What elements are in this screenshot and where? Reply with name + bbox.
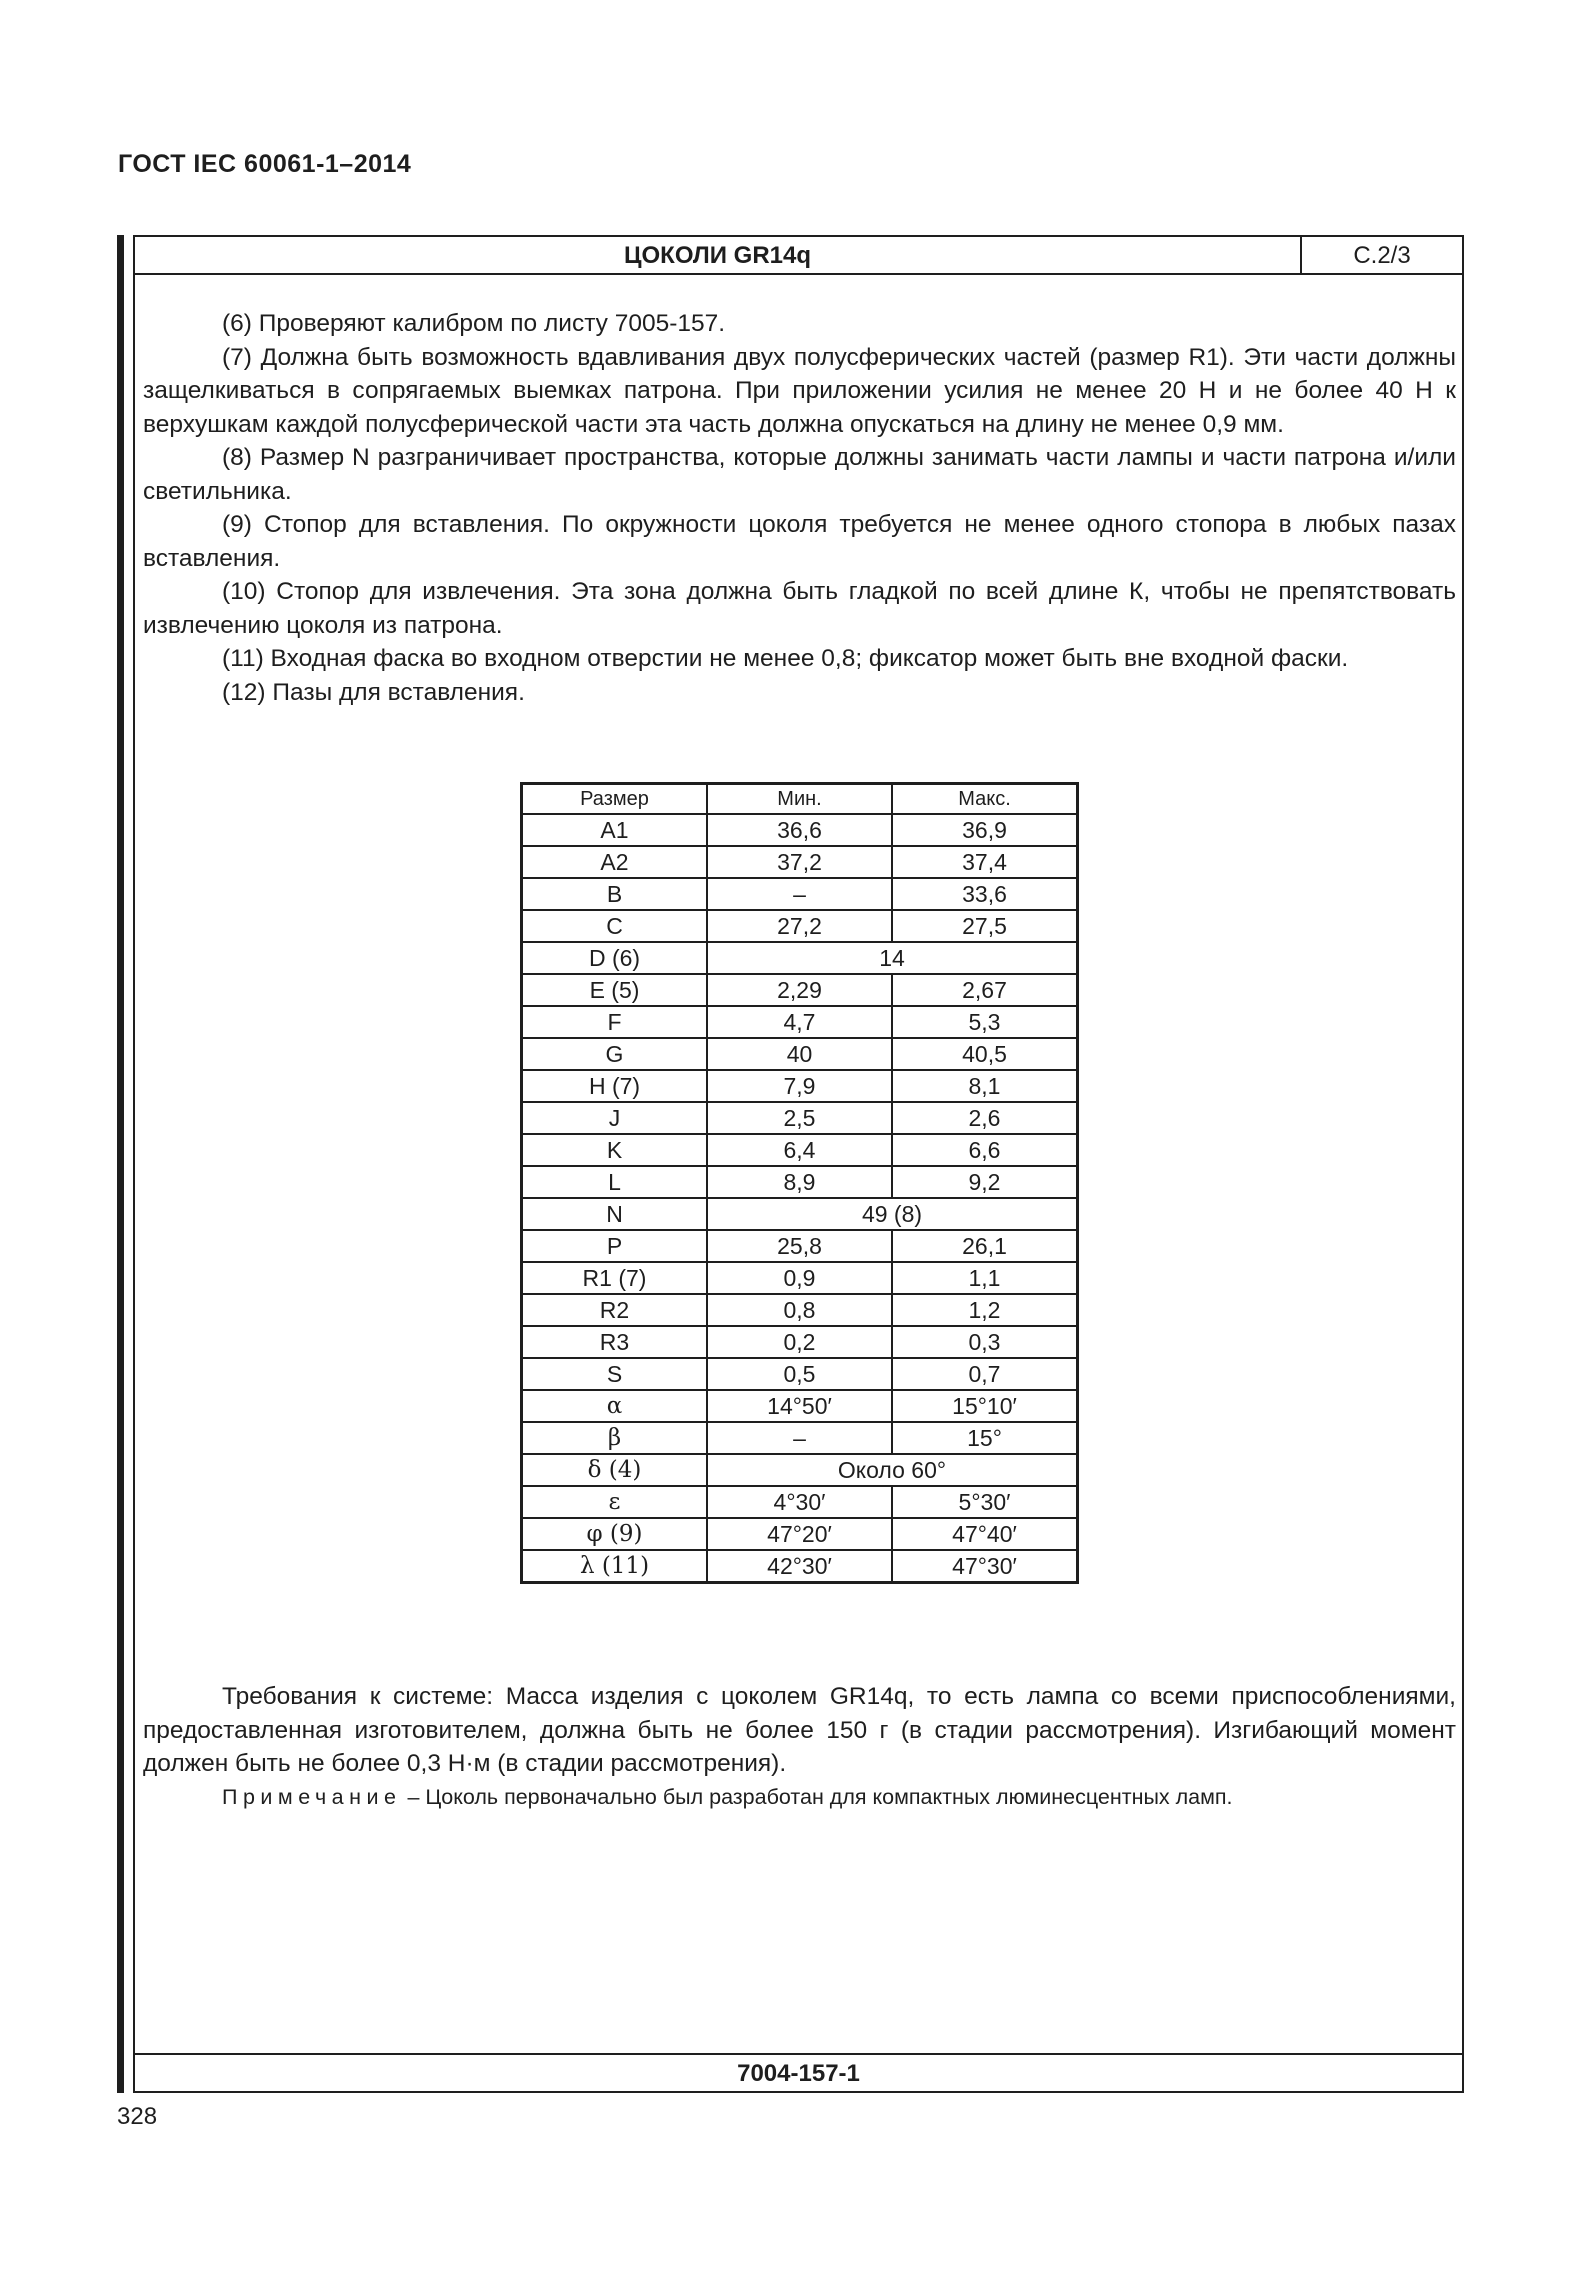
cell-min: 42°30′	[707, 1550, 892, 1583]
cell-dimension: D (6)	[522, 942, 708, 974]
margin-bar	[117, 235, 124, 2093]
cell-min: 2,5	[707, 1102, 892, 1134]
note-paragraph: (11) Входная фаска во входном отверстии не менее 0,8; фиксатор может быть вне входной фаски.	[222, 645, 1349, 672]
cell-dimension: B	[522, 878, 708, 910]
table-row	[522, 1198, 1078, 1230]
table-row	[522, 1422, 1078, 1454]
cell-max: 26,1	[892, 1230, 1078, 1262]
table-row	[522, 1486, 1078, 1518]
note-paragraph: (8) Размер N разграничивает пространства, которые должны занимать части лампы и части патрона и/или светильника.	[143, 444, 1456, 505]
cell-min: –	[707, 878, 892, 910]
cell-min: 4,7	[707, 1006, 892, 1038]
table-row	[522, 1454, 1078, 1486]
note-paragraph: (9) Стопор для вставления. По окружности цоколя требуется не менее одного стопора в любых пазах вставления.	[143, 511, 1456, 572]
cell-value-span: 49 (8)	[707, 1198, 1078, 1230]
cell-dimension: ε	[522, 1486, 708, 1518]
cell-min: 37,2	[707, 846, 892, 878]
table-row	[522, 1518, 1078, 1550]
table-row	[522, 1166, 1078, 1198]
cell-min: 0,9	[707, 1262, 892, 1294]
table-row	[522, 878, 1078, 910]
sheet-title: ЦОКОЛИ GR14q	[135, 237, 1302, 273]
system-requirements: Требования к системе: Масса изделия с цоколем GR14q, то есть лампа со всеми приспособлениями, предоставленная изготовителем, должна быть не более 150 г (в стадии рассмотрения). Изгибающий момент должен быть не более 0,3 Н·м (в стадии рассмотрения).	[143, 1683, 1456, 1777]
note-text: – Цоколь первоначально был разработан для компактных люминесцентных ламп.	[407, 1785, 1233, 1809]
cell-min: –	[707, 1422, 892, 1454]
note-paragraph: (10) Стопор для извлечения. Эта зона должна быть гладкой по всей длине К, чтобы не препятствовать извлечению цоколя из патрона.	[143, 578, 1456, 639]
cell-min: 8,9	[707, 1166, 892, 1198]
column-header-dimension: Размер	[522, 784, 708, 815]
cell-max: 2,6	[892, 1102, 1078, 1134]
note-paragraph: (7) Должна быть возможность вдавливания двух полусферических частей (размер R1). Эти части должны защелкиваться в сопрягаемых выемках патрона. При приложении усилия не менее 20 Н и не более 40 Н к верхушкам каждой полусферической части эта часть должна опускаться на длину не менее 0,9 мм.	[143, 343, 1456, 438]
dimensions-table	[520, 782, 1079, 1584]
cell-max: 47°40′	[892, 1518, 1078, 1550]
cell-max: 5,3	[892, 1006, 1078, 1038]
column-header-min: Мин.	[707, 784, 892, 815]
table-header-row	[522, 784, 1078, 815]
sheet-title-row	[135, 237, 1462, 275]
cell-max: 40,5	[892, 1038, 1078, 1070]
cell-dimension: F	[522, 1006, 708, 1038]
cell-dimension: α	[522, 1390, 708, 1422]
cell-min: 0,2	[707, 1326, 892, 1358]
cell-max: 47°30′	[892, 1550, 1078, 1583]
cell-dimension: φ (9)	[522, 1518, 708, 1550]
cell-min: 0,5	[707, 1358, 892, 1390]
table-row	[522, 1134, 1078, 1166]
cell-max: 2,67	[892, 974, 1078, 1006]
note-label: Примечание	[222, 1785, 402, 1809]
cell-dimension: A1	[522, 814, 708, 846]
cell-dimension: E (5)	[522, 974, 708, 1006]
page-number: 328	[117, 2103, 158, 2130]
table-row	[522, 942, 1078, 974]
table-row	[522, 814, 1078, 846]
sheet-frame	[133, 235, 1464, 2093]
footnote	[222, 1785, 1233, 1810]
table-row	[522, 1294, 1078, 1326]
cell-max: 6,6	[892, 1134, 1078, 1166]
table-row	[522, 910, 1078, 942]
cell-max: 9,2	[892, 1166, 1078, 1198]
table-row	[522, 974, 1078, 1006]
cell-max: 27,5	[892, 910, 1078, 942]
cell-dimension: β	[522, 1422, 708, 1454]
notes-section	[143, 307, 1456, 709]
cell-max: 36,9	[892, 814, 1078, 846]
cell-dimension: P	[522, 1230, 708, 1262]
cell-min: 7,9	[707, 1070, 892, 1102]
cell-max: 15°	[892, 1422, 1078, 1454]
cell-max: 0,3	[892, 1326, 1078, 1358]
column-header-max: Макс.	[892, 784, 1078, 815]
cell-min: 25,8	[707, 1230, 892, 1262]
table-row	[522, 1550, 1078, 1583]
cell-min: 2,29	[707, 974, 892, 1006]
note-paragraph: (12) Пазы для вставления.	[222, 678, 525, 706]
table-row	[522, 1262, 1078, 1294]
cell-dimension: λ (11)	[522, 1550, 708, 1583]
table-row	[522, 1358, 1078, 1390]
cell-min: 40	[707, 1038, 892, 1070]
cell-min: 47°20′	[707, 1518, 892, 1550]
cell-dimension: R1 (7)	[522, 1262, 708, 1294]
cell-value-span: Около 60°	[707, 1454, 1078, 1486]
cell-dimension: R3	[522, 1326, 708, 1358]
cell-dimension: A2	[522, 846, 708, 878]
cell-dimension: N	[522, 1198, 708, 1230]
cell-dimension: K	[522, 1134, 708, 1166]
table-row	[522, 1230, 1078, 1262]
cell-dimension: G	[522, 1038, 708, 1070]
table-row	[522, 1390, 1078, 1422]
cell-dimension: S	[522, 1358, 708, 1390]
cell-dimension: δ (4)	[522, 1454, 708, 1486]
sheet-footer-code: 7004-157-1	[135, 2053, 1462, 2093]
cell-max: 5°30′	[892, 1486, 1078, 1518]
cell-max: 37,4	[892, 846, 1078, 878]
cell-dimension: H (7)	[522, 1070, 708, 1102]
cell-dimension: J	[522, 1102, 708, 1134]
cell-value-span: 14	[707, 942, 1078, 974]
cell-min: 27,2	[707, 910, 892, 942]
sheet-number: С.2/3	[1353, 242, 1411, 269]
cell-max: 1,1	[892, 1262, 1078, 1294]
cell-min: 4°30′	[707, 1486, 892, 1518]
table-row	[522, 1006, 1078, 1038]
cell-dimension: L	[522, 1166, 708, 1198]
table-row	[522, 846, 1078, 878]
table-row	[522, 1102, 1078, 1134]
table-row	[522, 1326, 1078, 1358]
cell-dimension: C	[522, 910, 708, 942]
cell-max: 1,2	[892, 1294, 1078, 1326]
cell-dimension: R2	[522, 1294, 708, 1326]
cell-min: 36,6	[707, 814, 892, 846]
cell-max: 8,1	[892, 1070, 1078, 1102]
table-row	[522, 1070, 1078, 1102]
cell-min: 14°50′	[707, 1390, 892, 1422]
table-row	[522, 1038, 1078, 1070]
note-paragraph: (6) Проверяют калибром по листу 7005-157.	[222, 310, 726, 337]
cell-min: 6,4	[707, 1134, 892, 1166]
cell-max: 0,7	[892, 1358, 1078, 1390]
cell-min: 0,8	[707, 1294, 892, 1326]
cell-max: 15°10′	[892, 1390, 1078, 1422]
table-body	[522, 814, 1078, 1583]
cell-max: 33,6	[892, 878, 1078, 910]
document-standard-header: ГОСТ IEC 60061-1–2014	[118, 150, 412, 178]
